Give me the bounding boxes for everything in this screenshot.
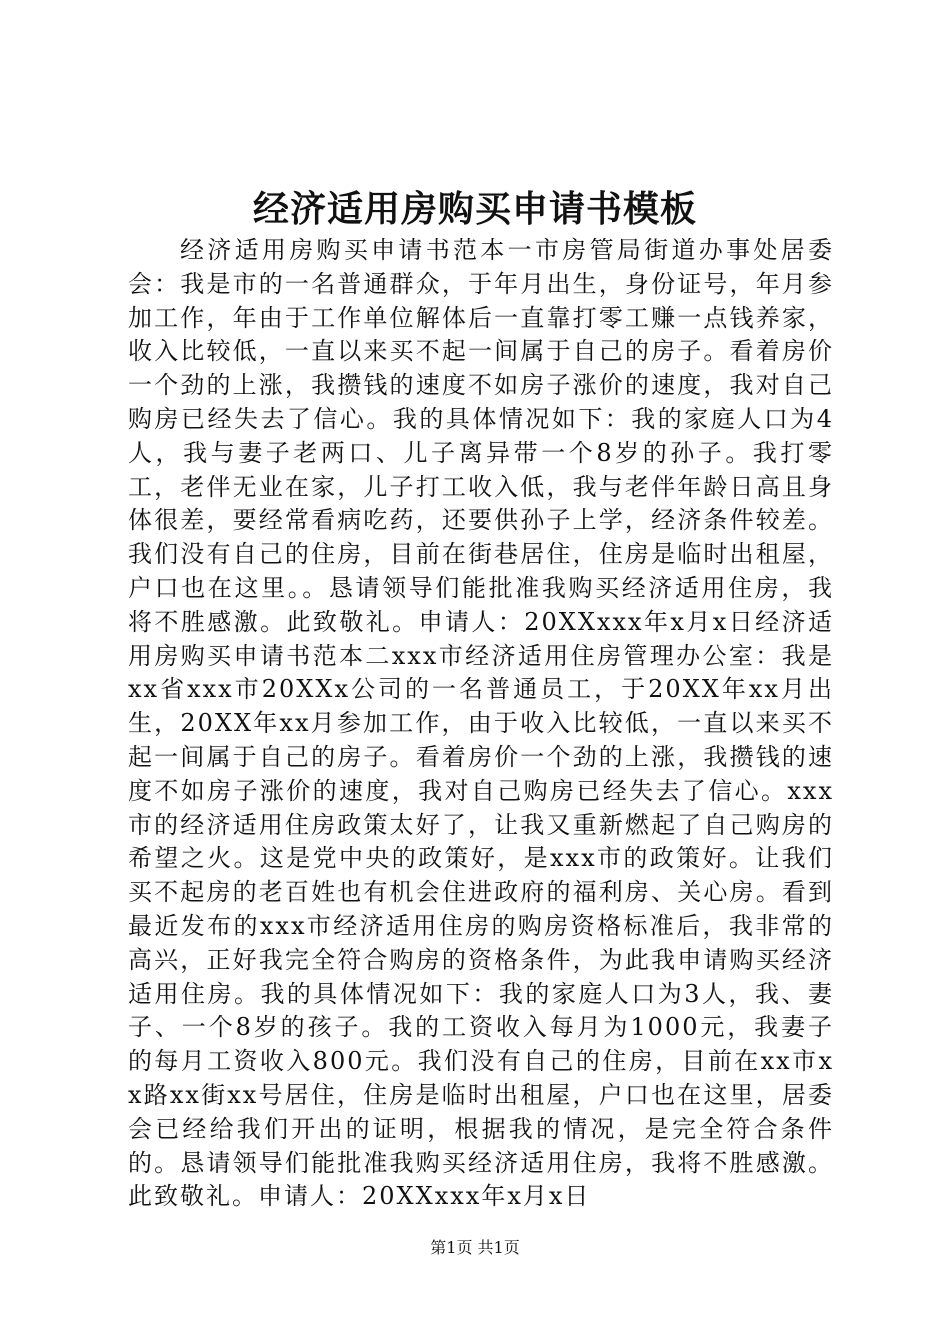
document-title: 经济适用房购买申请书模板 xyxy=(252,188,697,230)
page-footer: 第1页 共1页 xyxy=(430,1238,520,1257)
document-body: 经济适用房购买申请书范本一市房管局街道办事处居委会：我是市的一名普通群众，于年月出生，身份证号，年月参加工作，年由于工作单位解体后一直靠打零工赚一点钱养家，收入比较低，一直以来买不起一间属于自己的房子。看着房价一个劲的上涨，我攒钱的速度不如房子涨价的速度，我对自己购房已经失去了信心。我的具体情况如下：我的家庭人口为4人，我与妻子老两口、儿子离异带一个8岁的孙子。我打零工，老伴无业在家，儿子打工收入低，我与老伴年龄日高且身体很差，要经常看病吃药，还要供孙子上学，经济条件较差。我们没有自己的住房，目前在街巷居住，住房是临时出租屋，户口也在这里。。恳请领导们能批准我购买经济适用住房，我将不胜感激。此致敬礼。申请人：20XXxxx年x月x日经济适用房购买申请书范本二xxx市经济适用住房管理办公室：我是xx省xxx市20XXx公司的一名普通员工，于20XX年xx月出生，20XX年xx月参加工作，由于收入比较低，一直以来买不起一间属于自己的房子。看着房价一个劲的上涨，我攒钱的速度不如房子涨价的速度，我对自己购房已经失去了信心。xxx市的经济适用住房政策太好了，让我又重新燃起了自己购房的希望之火。这是党中央的政策好，是xxx市的政策好。让我们买不起房的老百姓也有机会住进政府的福利房、关心房。看到最近发布的xxx市经济适用住房的购房资格标准后，我非常的高兴，正好我完全符合购房的资格条件，为此我申请购买经济适用住房。我的具体情况如下：我的家庭人口为3人，我、妻子、一个8岁的孩子。我的工资收入每月为1000元，我妻子的每月工资收入800元。我们没有自己的住房，目前在xx市xx路xx街xx号居住，住房是临时出租屋，户口也在这里，居委会已经给我们开出的证明，根据我的情况，是完全符合条件的。恳请领导们能批准我购买经济适用住房，我将不胜感激。此致敬礼。申请人：20XXxxx年x月x日 xyxy=(128,236,834,1211)
